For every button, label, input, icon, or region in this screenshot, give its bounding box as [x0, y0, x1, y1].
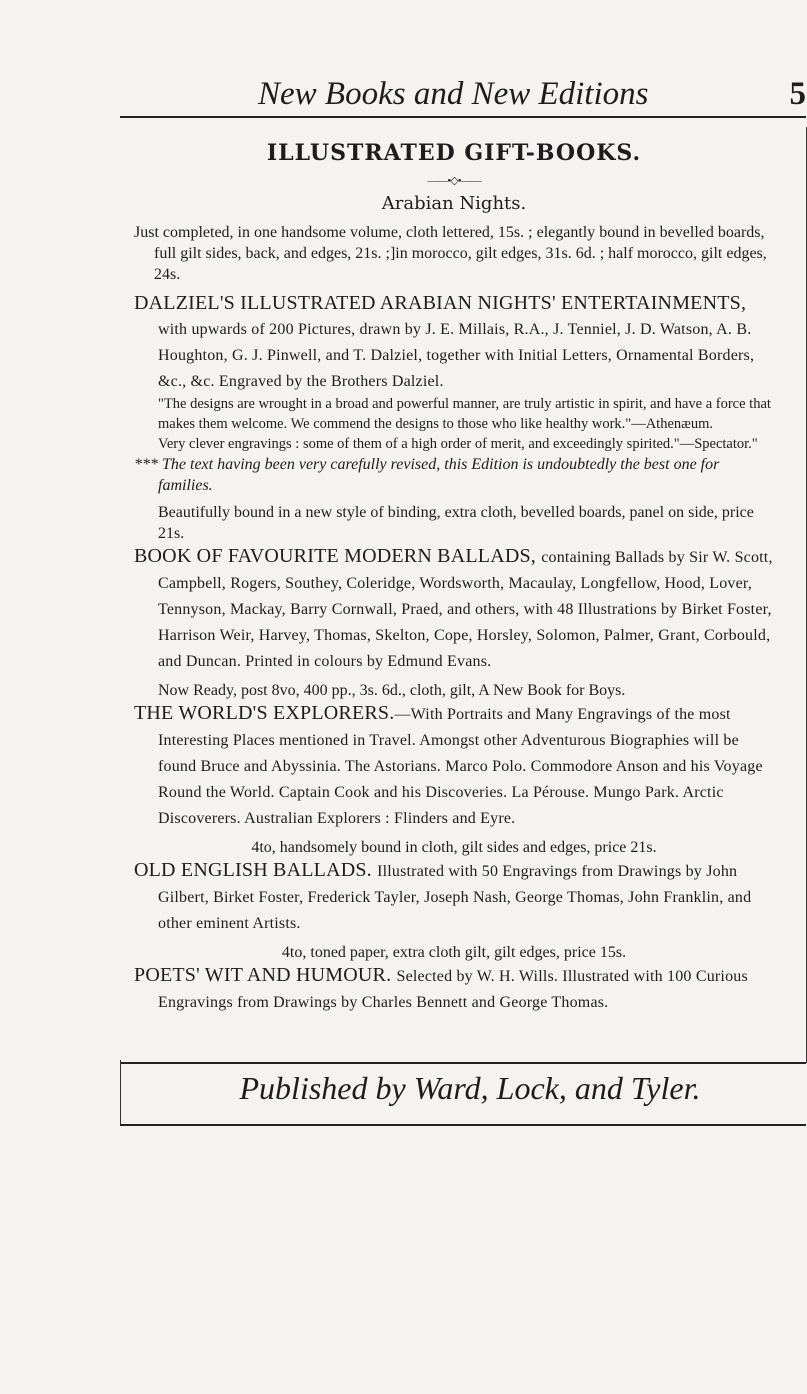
arabian-quote-spectator: Very clever engravings : some of them of a high order of merit, and exceedingly spirited."—Spectator."	[158, 436, 758, 452]
explorers-entry	[134, 701, 774, 831]
ballads-body: containing Ballads by Sir W. Scott, Campbell, Rogers, Southey, Coleridge, Wordsworth, Macaulay, Longfellow, Hood, Lover, Tennyson, Mackay, Barry Cornwall, Praed, and others, with 48 Illustrations by Birket Foster, Harrison Weir, Harvey, Thomas, Skelton, Cope, Horsley, Solomon, Palmer, Grant, Corbould, and Duncan. Printed in colours by Edmund Evans.	[158, 549, 773, 670]
main-title: ILLUSTRATED GIFT-BOOKS.	[266, 140, 642, 166]
arabian-note: *** The text having been very carefully revised, this Edition is undoubtedly the best one for families.	[134, 456, 720, 494]
old-ballads-title: OLD ENGLISH BALLADS.	[134, 859, 372, 881]
arabian-quote-athenaeum: "The designs are wrought in a broad and powerful manner, are truly artistic in spirit, and have a force that makes them welcome. We commend the designs to those who like healthy work."—Athenæum.	[158, 396, 771, 432]
poets-title: POETS' WIT AND HUMOUR.	[134, 964, 392, 986]
bottom-rule	[120, 1062, 806, 1064]
old-ballads-intro: 4to, handsomely bound in cloth, gilt sides and edges, price 21s.	[251, 839, 657, 856]
publisher-frame-side	[120, 1060, 121, 1126]
arabian-entry	[134, 291, 774, 394]
ornament-divider: ——•◇•——	[427, 175, 481, 187]
publisher-line: Published by Ward, Lock, and Tyler.	[239, 1070, 701, 1106]
poets-entry	[134, 963, 774, 1015]
publisher-rule	[120, 1124, 806, 1126]
content-column	[134, 140, 774, 1015]
ballads-intro: Beautifully bound in a new style of binding, extra cloth, bevelled boards, panel on side, price 21s.	[158, 504, 754, 542]
page-number: 5	[789, 76, 806, 112]
arabian-subhead: Arabian Nights.	[381, 193, 527, 214]
arabian-body: with upwards of 200 Pictures, drawn by J. E. Millais, R.A., J. Tenniel, J. D. Watson, A. B. Houghton, G. J. Pinwell, and T. Dalziel, together with Initial Letters, Ornamental Borders, &c., &c. Engraved by the Brothers Dalziel.	[158, 321, 755, 390]
explorers-body: —With Portraits and Many Engravings of the most Interesting Places mentioned in Travel. Amongst other Adventurous Biographies will be found Bruce and Abyssinia. The Astorians. Marco Polo. Commodore Anson and his Voyage Round the World. Captain Cook and his Discoveries. La Pérouse. Mungo Park. Arctic Discoverers. Australian Explorers : Flinders and Eyre.	[158, 706, 763, 827]
top-rule	[120, 116, 806, 118]
old-ballads-body: Illustrated with 50 Engravings from Drawings by John Gilbert, Birket Foster, Frederick Tayler, Joseph Nash, George Thomas, John Franklin, and other eminent Artists.	[158, 863, 752, 932]
ballads-entry	[134, 544, 774, 674]
explorers-intro: Now Ready, post 8vo, 400 pp., 3s. 6d., cloth, gilt, A New Book for Boys.	[158, 682, 626, 699]
running-head	[258, 74, 806, 114]
arabian-desc: Just completed, in one handsome volume, cloth lettered, 15s. ; elegantly bound in bevelled boards, full gilt sides, back, and edges, 21s. ;]in morocco, gilt edges, 31s. 6d. ; half morocco, gilt edges, 24s.	[134, 224, 767, 283]
explorers-title: THE WORLD'S EXPLORERS.	[134, 702, 395, 724]
ballads-title: BOOK OF FAVOURITE MODERN BALLADS,	[134, 545, 537, 567]
old-ballads-entry	[134, 858, 774, 936]
poets-intro: 4to, toned paper, extra cloth gilt, gilt edges, price 15s.	[281, 944, 627, 961]
arabian-title: DALZIEL'S ILLUSTRATED ARABIAN NIGHTS' ENTERTAINMENTS,	[134, 292, 747, 314]
running-head-title: New Books and New Editions	[258, 76, 649, 112]
poets-body: Selected by W. H. Wills. Illustrated with 100 Curious Engravings from Drawings by Charles Bennett and George Thomas.	[158, 968, 748, 1011]
